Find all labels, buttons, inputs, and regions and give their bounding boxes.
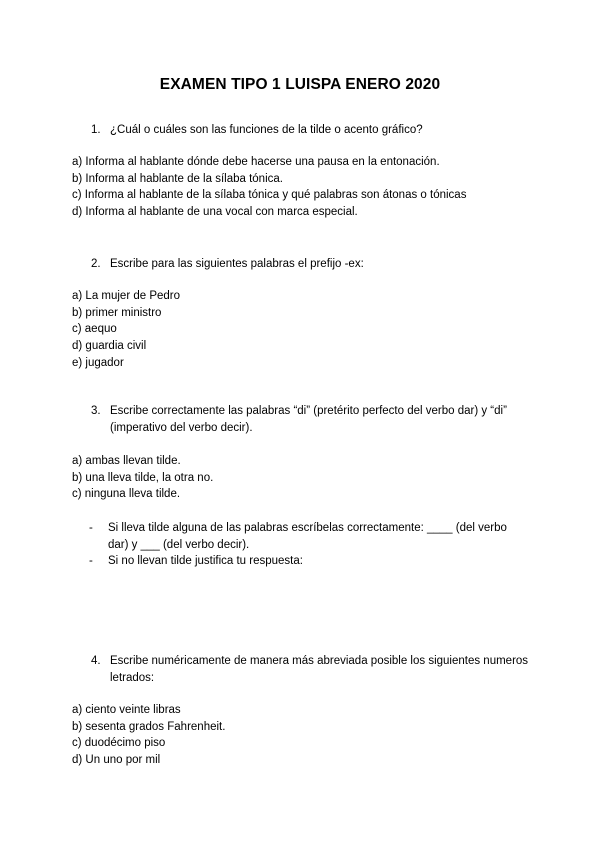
question-1-options <box>72 154 466 221</box>
question-text: Escribe para las siguientes palabras el prefijo -ex: <box>110 258 364 270</box>
option-item: c) Informa al hablante de la sílaba tónica y qué palabras son átonas o tónicas <box>72 189 467 202</box>
bullet-dash: - <box>89 555 93 567</box>
option-item: d) Informa al hablante de una vocal con marca especial. <box>72 206 358 219</box>
option-item: b) una lleva tilde, la otra no. <box>72 471 214 484</box>
option-item: c) ninguna lleva tilde. <box>72 488 181 501</box>
question-4-options <box>72 702 225 769</box>
option-item: a) La mujer de Pedro <box>72 290 181 302</box>
option-item: d) Un uno por mil <box>72 754 161 767</box>
question-text: Escribe correctamente las palabras “di” (pretérito perfecto del verbo dar) y “di” (imperativo del verbo decir). <box>110 405 507 434</box>
subitem-text: Si lleva tilde alguna de las palabras escríbelas correctamente: ____ (del verbo dar) y ___ (del verbo decir). <box>108 522 507 551</box>
option-item: a) ambas llevan tilde. <box>72 455 181 467</box>
option-item: c) duodécimo piso <box>72 737 166 750</box>
question-2-options <box>72 288 180 372</box>
question-3-options <box>72 453 213 503</box>
question-number: 2. <box>91 258 101 270</box>
exam-title: EXAMEN TIPO 1 LUISPA ENERO 2020 <box>159 76 441 93</box>
option-item: c) aequo <box>72 323 117 336</box>
question-text: ¿Cuál o cuáles son las funciones de la tilde o acento gráfico? <box>110 124 423 136</box>
option-item: e) jugador <box>72 356 124 369</box>
bullet-dash: - <box>89 522 93 534</box>
subitem-text: Si no llevan tilde justifica tu respuesta: <box>108 555 303 567</box>
option-item: a) ciento veinte libras <box>72 704 181 716</box>
option-item: b) Informa al hablante de la sílaba tónica. <box>72 172 283 185</box>
question-number: 1. <box>91 124 101 136</box>
question-text: Escribe numéricamente de manera más abreviada posible los siguientes numeros letrados: <box>110 655 529 684</box>
option-item: b) primer ministro <box>72 306 162 319</box>
option-item: a) Informa al hablante dónde debe hacerse una pausa en la entonación. <box>72 156 440 168</box>
question-number: 3. <box>91 405 101 417</box>
option-item: b) sesenta grados Fahrenheit. <box>72 720 226 733</box>
option-item: d) guardia civil <box>72 340 147 353</box>
question-number: 4. <box>91 655 101 667</box>
